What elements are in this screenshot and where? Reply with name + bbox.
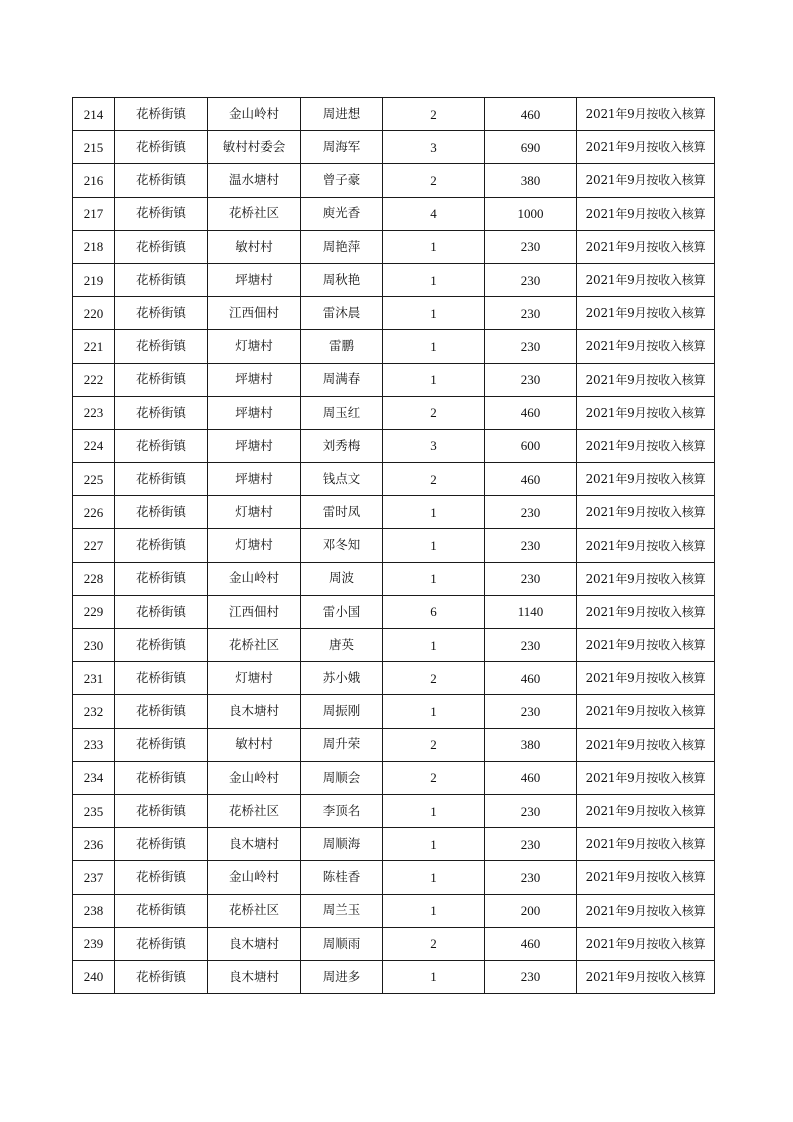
note-cell: 2021年9月按收入核算 [577, 429, 715, 462]
amount-cell: 230 [485, 529, 577, 562]
township-cell: 花桥街镇 [115, 197, 208, 230]
name-cell: 周顺海 [301, 828, 383, 861]
name-cell: 钱点文 [301, 463, 383, 496]
table-row [73, 595, 715, 628]
name-cell: 周进想 [301, 98, 383, 131]
household-size-cell: 1 [383, 960, 485, 993]
serial-number-cell: 228 [73, 562, 115, 595]
township-cell: 花桥街镇 [115, 164, 208, 197]
household-size-cell: 1 [383, 794, 485, 827]
table-row [73, 629, 715, 662]
table-row [73, 463, 715, 496]
note-cell: 2021年9月按收入核算 [577, 595, 715, 628]
township-cell: 花桥街镇 [115, 363, 208, 396]
village-cell: 金山岭村 [208, 861, 301, 894]
village-cell: 灯塘村 [208, 496, 301, 529]
note-cell: 2021年9月按收入核算 [577, 496, 715, 529]
note-cell: 2021年9月按收入核算 [577, 98, 715, 131]
table-row [73, 761, 715, 794]
village-cell: 花桥社区 [208, 629, 301, 662]
amount-cell: 230 [485, 960, 577, 993]
name-cell: 雷时凤 [301, 496, 383, 529]
note-cell: 2021年9月按收入核算 [577, 363, 715, 396]
note-cell: 2021年9月按收入核算 [577, 894, 715, 927]
village-cell: 灯塘村 [208, 662, 301, 695]
serial-number-cell: 239 [73, 927, 115, 960]
name-cell: 刘秀梅 [301, 429, 383, 462]
name-cell: 雷沐晨 [301, 297, 383, 330]
household-size-cell: 2 [383, 761, 485, 794]
serial-number-cell: 225 [73, 463, 115, 496]
household-size-cell: 3 [383, 429, 485, 462]
serial-number-cell: 235 [73, 794, 115, 827]
village-cell: 花桥社区 [208, 794, 301, 827]
table-row [73, 330, 715, 363]
amount-cell: 1000 [485, 197, 577, 230]
table-row [73, 230, 715, 263]
village-cell: 温水塘村 [208, 164, 301, 197]
name-cell: 周玉红 [301, 396, 383, 429]
amount-cell: 230 [485, 496, 577, 529]
household-size-cell: 1 [383, 529, 485, 562]
village-cell: 金山岭村 [208, 98, 301, 131]
name-cell: 邓冬知 [301, 529, 383, 562]
serial-number-cell: 214 [73, 98, 115, 131]
table-row [73, 695, 715, 728]
serial-number-cell: 232 [73, 695, 115, 728]
township-cell: 花桥街镇 [115, 263, 208, 296]
name-cell: 周波 [301, 562, 383, 595]
township-cell: 花桥街镇 [115, 429, 208, 462]
serial-number-cell: 237 [73, 861, 115, 894]
village-cell: 良木塘村 [208, 695, 301, 728]
name-cell: 周进多 [301, 960, 383, 993]
household-size-cell: 6 [383, 595, 485, 628]
township-cell: 花桥街镇 [115, 828, 208, 861]
township-cell: 花桥街镇 [115, 927, 208, 960]
name-cell: 陈桂香 [301, 861, 383, 894]
amount-cell: 460 [485, 927, 577, 960]
household-size-cell: 1 [383, 861, 485, 894]
household-size-cell: 1 [383, 496, 485, 529]
serial-number-cell: 223 [73, 396, 115, 429]
name-cell: 周海军 [301, 131, 383, 164]
village-cell: 江西佃村 [208, 297, 301, 330]
village-cell: 坪塘村 [208, 263, 301, 296]
table-row [73, 131, 715, 164]
name-cell: 苏小娥 [301, 662, 383, 695]
table-row [73, 164, 715, 197]
serial-number-cell: 217 [73, 197, 115, 230]
household-size-cell: 1 [383, 297, 485, 330]
note-cell: 2021年9月按收入核算 [577, 695, 715, 728]
township-cell: 花桥街镇 [115, 728, 208, 761]
township-cell: 花桥街镇 [115, 629, 208, 662]
note-cell: 2021年9月按收入核算 [577, 131, 715, 164]
table-row [73, 297, 715, 330]
village-cell: 良木塘村 [208, 927, 301, 960]
table-row [73, 562, 715, 595]
village-cell: 良木塘村 [208, 960, 301, 993]
serial-number-cell: 216 [73, 164, 115, 197]
township-cell: 花桥街镇 [115, 894, 208, 927]
amount-cell: 230 [485, 297, 577, 330]
township-cell: 花桥街镇 [115, 463, 208, 496]
table-row [73, 363, 715, 396]
serial-number-cell: 224 [73, 429, 115, 462]
note-cell: 2021年9月按收入核算 [577, 761, 715, 794]
amount-cell: 690 [485, 131, 577, 164]
note-cell: 2021年9月按收入核算 [577, 230, 715, 263]
note-cell: 2021年9月按收入核算 [577, 629, 715, 662]
table-row [73, 960, 715, 993]
note-cell: 2021年9月按收入核算 [577, 794, 715, 827]
household-size-cell: 2 [383, 927, 485, 960]
village-cell: 坪塘村 [208, 363, 301, 396]
serial-number-cell: 229 [73, 595, 115, 628]
serial-number-cell: 226 [73, 496, 115, 529]
household-size-cell: 1 [383, 230, 485, 263]
township-cell: 花桥街镇 [115, 529, 208, 562]
village-cell: 金山岭村 [208, 562, 301, 595]
table-row [73, 894, 715, 927]
household-size-cell: 1 [383, 363, 485, 396]
serial-number-cell: 234 [73, 761, 115, 794]
serial-number-cell: 218 [73, 230, 115, 263]
name-cell: 周振刚 [301, 695, 383, 728]
amount-cell: 230 [485, 263, 577, 296]
table-row [73, 396, 715, 429]
township-cell: 花桥街镇 [115, 230, 208, 263]
household-size-cell: 2 [383, 98, 485, 131]
village-cell: 灯塘村 [208, 529, 301, 562]
amount-cell: 230 [485, 562, 577, 595]
household-size-cell: 1 [383, 828, 485, 861]
amount-cell: 380 [485, 164, 577, 197]
serial-number-cell: 222 [73, 363, 115, 396]
township-cell: 花桥街镇 [115, 595, 208, 628]
serial-number-cell: 220 [73, 297, 115, 330]
name-cell: 周满春 [301, 363, 383, 396]
name-cell: 周秋艳 [301, 263, 383, 296]
household-size-cell: 3 [383, 131, 485, 164]
table-row [73, 98, 715, 131]
village-cell: 良木塘村 [208, 828, 301, 861]
township-cell: 花桥街镇 [115, 330, 208, 363]
note-cell: 2021年9月按收入核算 [577, 164, 715, 197]
table-row [73, 662, 715, 695]
table-row [73, 794, 715, 827]
household-size-cell: 2 [383, 463, 485, 496]
name-cell: 周顺雨 [301, 927, 383, 960]
amount-cell: 230 [485, 363, 577, 396]
amount-cell: 460 [485, 463, 577, 496]
household-size-cell: 1 [383, 263, 485, 296]
table-row [73, 529, 715, 562]
note-cell: 2021年9月按收入核算 [577, 197, 715, 230]
amount-cell: 230 [485, 330, 577, 363]
village-cell: 坪塘村 [208, 463, 301, 496]
amount-cell: 460 [485, 662, 577, 695]
village-cell: 坪塘村 [208, 396, 301, 429]
amount-cell: 230 [485, 230, 577, 263]
serial-number-cell: 238 [73, 894, 115, 927]
table-row [73, 861, 715, 894]
amount-cell: 460 [485, 98, 577, 131]
name-cell: 雷鹏 [301, 330, 383, 363]
table-row [73, 263, 715, 296]
name-cell: 唐英 [301, 629, 383, 662]
township-cell: 花桥街镇 [115, 98, 208, 131]
household-size-cell: 2 [383, 662, 485, 695]
household-size-cell: 1 [383, 629, 485, 662]
village-cell: 敏村村 [208, 230, 301, 263]
village-cell: 江西佃村 [208, 595, 301, 628]
village-cell: 坪塘村 [208, 429, 301, 462]
serial-number-cell: 221 [73, 330, 115, 363]
table-row [73, 728, 715, 761]
village-cell: 灯塘村 [208, 330, 301, 363]
table-row [73, 496, 715, 529]
village-cell: 花桥社区 [208, 197, 301, 230]
township-cell: 花桥街镇 [115, 794, 208, 827]
note-cell: 2021年9月按收入核算 [577, 927, 715, 960]
serial-number-cell: 231 [73, 662, 115, 695]
amount-cell: 230 [485, 828, 577, 861]
township-cell: 花桥街镇 [115, 496, 208, 529]
note-cell: 2021年9月按收入核算 [577, 861, 715, 894]
serial-number-cell: 230 [73, 629, 115, 662]
amount-cell: 600 [485, 429, 577, 462]
serial-number-cell: 233 [73, 728, 115, 761]
household-size-cell: 1 [383, 562, 485, 595]
amount-cell: 230 [485, 695, 577, 728]
serial-number-cell: 215 [73, 131, 115, 164]
name-cell: 周升荣 [301, 728, 383, 761]
name-cell: 庾光香 [301, 197, 383, 230]
table-row [73, 927, 715, 960]
name-cell: 周兰玉 [301, 894, 383, 927]
serial-number-cell: 219 [73, 263, 115, 296]
name-cell: 周顺会 [301, 761, 383, 794]
amount-cell: 230 [485, 629, 577, 662]
note-cell: 2021年9月按收入核算 [577, 330, 715, 363]
note-cell: 2021年9月按收入核算 [577, 662, 715, 695]
township-cell: 花桥街镇 [115, 131, 208, 164]
township-cell: 花桥街镇 [115, 695, 208, 728]
household-size-cell: 4 [383, 197, 485, 230]
township-cell: 花桥街镇 [115, 960, 208, 993]
township-cell: 花桥街镇 [115, 297, 208, 330]
household-size-cell: 1 [383, 330, 485, 363]
household-size-cell: 2 [383, 728, 485, 761]
name-cell: 周艳萍 [301, 230, 383, 263]
amount-cell: 380 [485, 728, 577, 761]
household-size-cell: 2 [383, 164, 485, 197]
township-cell: 花桥街镇 [115, 396, 208, 429]
serial-number-cell: 236 [73, 828, 115, 861]
note-cell: 2021年9月按收入核算 [577, 463, 715, 496]
amount-cell: 460 [485, 396, 577, 429]
village-cell: 敏村村委会 [208, 131, 301, 164]
amount-cell: 460 [485, 761, 577, 794]
serial-number-cell: 227 [73, 529, 115, 562]
household-size-cell: 1 [383, 695, 485, 728]
data-table [72, 97, 715, 994]
village-cell: 花桥社区 [208, 894, 301, 927]
township-cell: 花桥街镇 [115, 861, 208, 894]
table-body [73, 98, 715, 994]
township-cell: 花桥街镇 [115, 562, 208, 595]
table-row [73, 828, 715, 861]
amount-cell: 230 [485, 861, 577, 894]
township-cell: 花桥街镇 [115, 761, 208, 794]
name-cell: 曾子豪 [301, 164, 383, 197]
note-cell: 2021年9月按收入核算 [577, 529, 715, 562]
amount-cell: 1140 [485, 595, 577, 628]
township-cell: 花桥街镇 [115, 662, 208, 695]
note-cell: 2021年9月按收入核算 [577, 396, 715, 429]
note-cell: 2021年9月按收入核算 [577, 728, 715, 761]
table-row [73, 429, 715, 462]
amount-cell: 230 [485, 794, 577, 827]
household-size-cell: 2 [383, 396, 485, 429]
household-size-cell: 1 [383, 894, 485, 927]
amount-cell: 200 [485, 894, 577, 927]
name-cell: 李顶名 [301, 794, 383, 827]
village-cell: 金山岭村 [208, 761, 301, 794]
note-cell: 2021年9月按收入核算 [577, 960, 715, 993]
name-cell: 雷小国 [301, 595, 383, 628]
village-cell: 敏村村 [208, 728, 301, 761]
serial-number-cell: 240 [73, 960, 115, 993]
note-cell: 2021年9月按收入核算 [577, 263, 715, 296]
note-cell: 2021年9月按收入核算 [577, 828, 715, 861]
note-cell: 2021年9月按收入核算 [577, 562, 715, 595]
note-cell: 2021年9月按收入核算 [577, 297, 715, 330]
table-row [73, 197, 715, 230]
